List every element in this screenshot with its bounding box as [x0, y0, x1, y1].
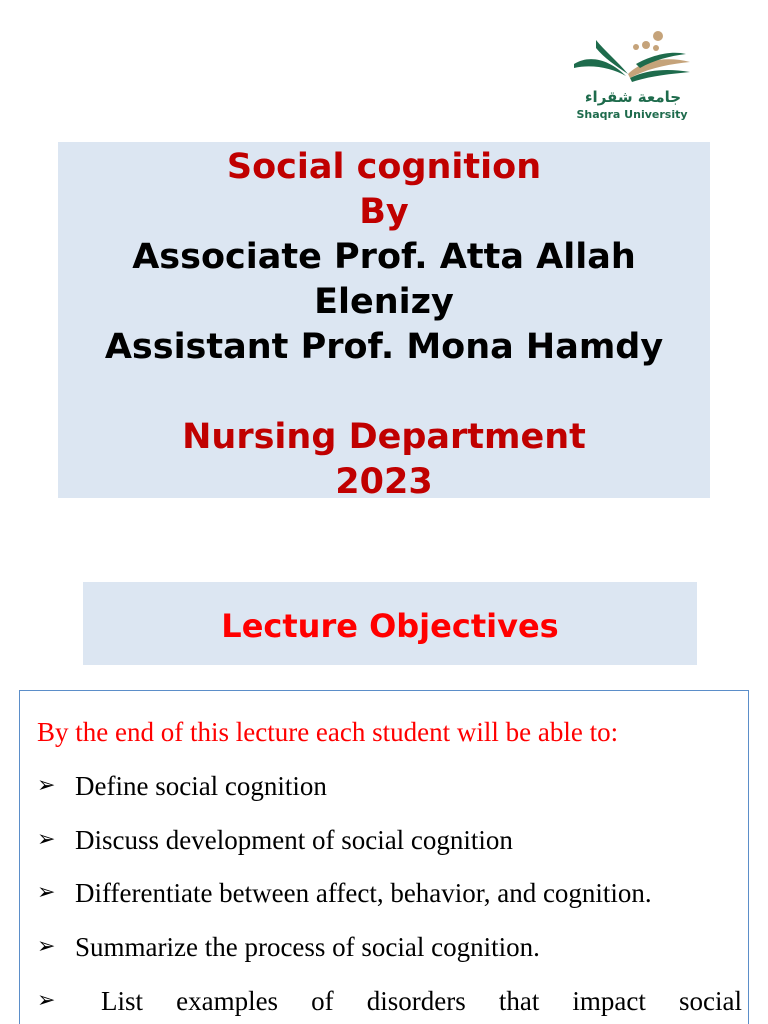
arrow-bullet-icon: ➢ — [37, 880, 56, 905]
year: 2023 — [335, 462, 433, 502]
objectives-heading-box — [83, 582, 697, 665]
list-item-text: Summarize the process of social cognition. — [75, 932, 540, 962]
list-item-text: Define social cognition — [75, 771, 327, 801]
author-1-name-line-2: Elenizy — [314, 282, 454, 322]
university-logo — [566, 26, 698, 126]
spacer — [58, 370, 710, 415]
presentation-title: Social cognition — [226, 147, 542, 187]
arrow-bullet-icon: ➢ — [37, 988, 56, 1013]
arrow-bullet-icon: ➢ — [37, 773, 56, 798]
list-item-text: Differentiate between affect, behavior, and cognition. — [75, 878, 652, 908]
objectives-heading: Lecture Objectives — [221, 607, 559, 645]
objectives-content-box — [19, 690, 749, 1024]
list-item-text: Discuss development of social cognition — [75, 825, 513, 855]
objectives-intro: By the end of this lecture each student will be able to: — [37, 717, 619, 747]
open-book-logo-icon — [566, 26, 698, 88]
title-box — [58, 142, 710, 502]
arrow-bullet-icon: ➢ — [37, 827, 56, 852]
arrow-bullet-icon: ➢ — [37, 934, 56, 959]
list-item-text: List examples of disorders that impact social — [101, 986, 742, 1016]
by-label: By — [359, 192, 409, 232]
logo-english-name: Shaqra University — [576, 108, 688, 121]
author-1-name-line-1: Associate Prof. Atta Allah — [132, 237, 636, 277]
logo-arabic-name: جامعة شقراء — [584, 88, 682, 106]
department-name: Nursing Department — [182, 417, 586, 457]
author-2-name: Assistant Prof. Mona Hamdy — [104, 327, 664, 367]
